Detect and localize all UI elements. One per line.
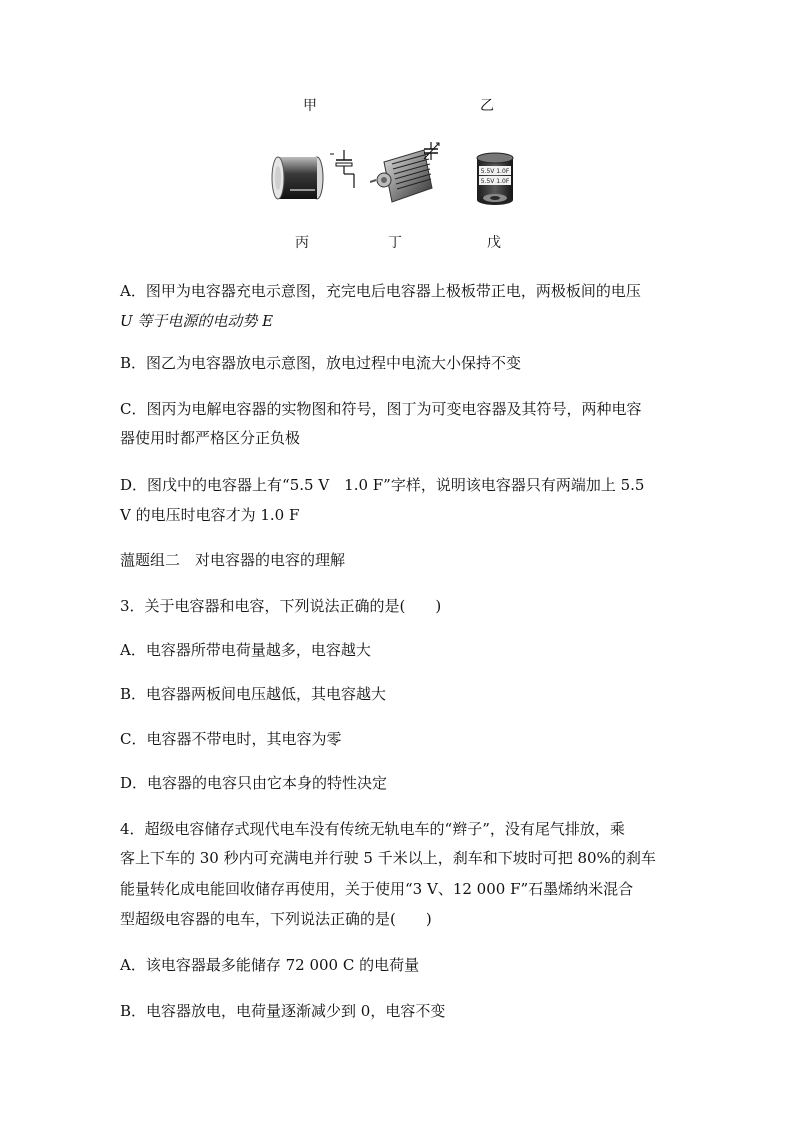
electrolytic-capacitor-symbol (330, 150, 354, 188)
option-d-line-2: V 的电压时电容才为 1.0 F (120, 506, 300, 524)
question-4-stem-line-2: 客上下车的 30 秒内可充满电并行驶 5 千米以上，刹车和下坡时可把 80%的刹车 (120, 849, 656, 867)
supercapacitor-figure (474, 152, 516, 208)
question-4-stem-line-4: 型超级电容器的电车，下列说法正确的是( ) (120, 910, 432, 928)
question-4-option-b: B．电容器放电，电荷量逐渐减少到 0，电容不变 (120, 1002, 446, 1020)
option-d-line-1: D．图戊中的电容器上有“5.5 V 1.0 F”字样，说明该电容器只有两端加上 5.5 (120, 476, 645, 494)
capacitor-marking-2: 5.5V 1.0F (480, 178, 510, 185)
question-3-option-c: C．电容器不带电时，其电容为零 (120, 730, 342, 748)
variable-capacitor-figure (370, 140, 450, 212)
figure-label-ding: 丁 (388, 235, 402, 251)
figure-label-bing: 丙 (295, 235, 309, 251)
question-4-option-a: A．该电容器最多能储存 72 000 C 的电荷量 (120, 956, 420, 974)
electrolytic-capacitor-figure (270, 148, 360, 208)
question-4-stem-line-1: 4．超级电容储存式现代电车没有传统无轨电车的“辫子”，没有尾气排放，乘 (120, 820, 625, 838)
option-b: B．图乙为电容器放电示意图，放电过程中电流大小保持不变 (120, 354, 522, 372)
section-heading: 薀题组二 对电容器的电容的理解 (120, 551, 346, 569)
question-3-option-d: D．电容器的电容只由它本身的特性决定 (120, 774, 388, 792)
question-3-option-a: A．电容器所带电荷量越多，电容越大 (120, 641, 371, 659)
question-3-stem: 3．关于电容器和电容，下列说法正确的是( ) (120, 597, 442, 615)
question-4-stem-line-3: 能量转化成电能回收储存再使用，关于使用“3 V、12 000 F”石墨烯纳米混合 (120, 880, 634, 898)
option-c-line-1: C．图丙为电解电容器的实物图和符号，图丁为可变电容器及其符号，两种电容 (120, 400, 642, 418)
option-a-line-2: U 等于电源的电动势 E (120, 312, 274, 330)
figure-label-jia: 甲 (303, 98, 317, 114)
capacitor-marking-1: 5.5V 1.0F (480, 168, 510, 175)
option-c-line-2: 器使用时都严格区分正负极 (120, 429, 301, 447)
variable-capacitor-symbol (424, 142, 439, 160)
figure-label-yi: 乙 (480, 98, 494, 114)
figure-label-wu: 戊 (487, 235, 501, 251)
question-3-option-b: B．电容器两板间电压越低，其电容越大 (120, 685, 387, 703)
option-a-line-1: A．图甲为电容器充电示意图，充完电后电容器上极板带正电，两极板间的电压 (120, 282, 641, 300)
